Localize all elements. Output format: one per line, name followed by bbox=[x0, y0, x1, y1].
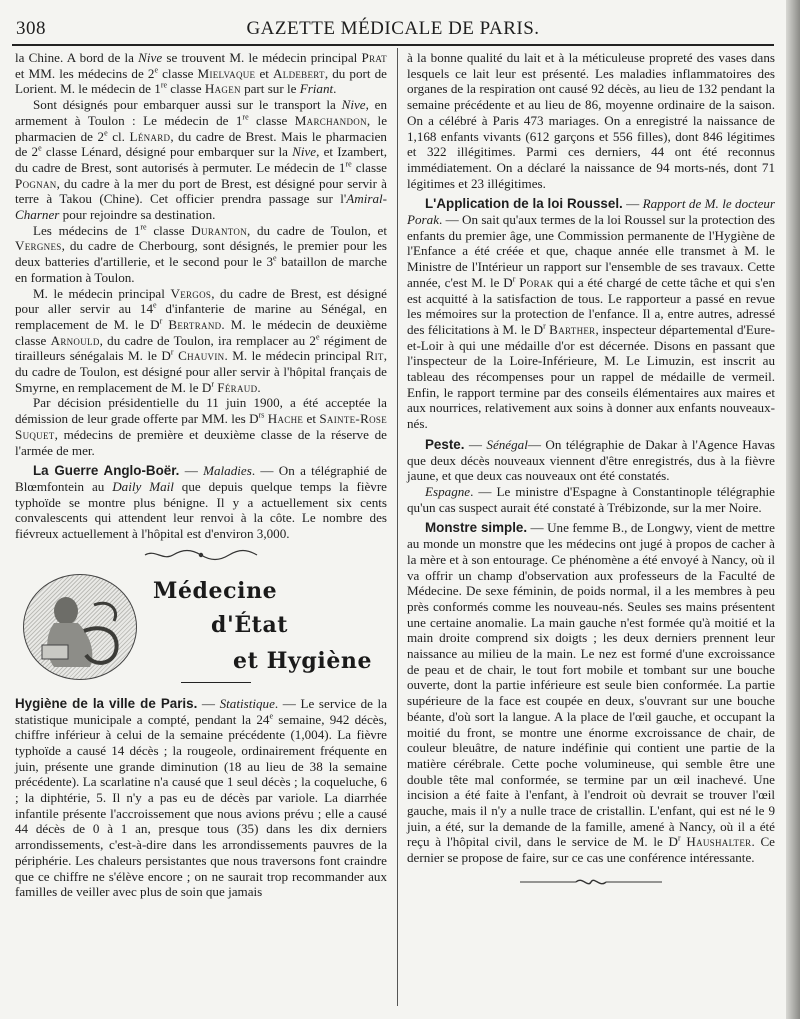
paragraph-transport-nive: Sont désignés pour embarquer aussi sur le transport la Nive, en armement à Toulon : Le médecin de 1re classe Marchandon, le pharmacien de 2e cl. Lénard, du cadre de Brest. Mais le pharmacien de 2e classe Lénard, désigné pour embarquer sur la Nive, et Izambert, du cadre de Brest, sont autorisés à permuter. Le médecin de 1re classe Pognan, du cadre à la mer du port de Brest, est désigné pour servir à terre à Takou (Chine). Cet officier prendra passage sur l'Amiral-Charner pour rejoindre sa destination. bbox=[15, 97, 388, 223]
ornament-divider bbox=[15, 548, 387, 568]
end-ornament bbox=[407, 876, 775, 893]
article-heading: Peste. bbox=[425, 436, 465, 452]
running-title: GAZETTE MÉDICALE DE PARIS. bbox=[246, 18, 540, 39]
article-heading: Hygiène de la ville de Paris. bbox=[15, 695, 198, 711]
page-number: 308 bbox=[16, 18, 46, 39]
right-column bbox=[407, 50, 775, 893]
header-rule bbox=[12, 44, 774, 46]
end-flourish-icon bbox=[516, 876, 666, 888]
paragraph-resignation: Par décision présidentielle du 11 juin 1900, a été acceptée la démission de leur grade offerte par MM. les $D^{rs}$ Hache et Sainte-Rose Suquet, médecins de première et deuxième classe de la réserve de l'armée de mer. bbox=[15, 395, 388, 458]
left-column bbox=[15, 50, 387, 900]
article-monstre-simple: Monstre simple. — Une femme B., de Longwy, vient de mettre au monde un monstre que les médecins ont jugé à propos de cacher à la mère et à son entourage. Ce phénomène a été envoyé à Nancy, où il va offrir un champ d'observation aux professeurs de la Faculté de Médecine. De sexe féminin, de poids normal, il a les membres à peu près conformés comme les nouveau-nés. Seules ses mains présentent une certaine anomalie. La main gauche n'est formée qu'à moitié et la main droite comprend six doigts ; les deux derniers prennent leur naissance au milieu de la main. Le nez est formé d'une excroissance de peau et de chair, le tout fort mobile et tombant sur une bouche ouverte, dont la partie inférieure est seule bien conformée. La partie supérieure de la face est coupée en deux, s'ouvrant sur une bouche béante, d'où sort la langue. A la place de l'œil gauche, et occupant la moitié du front, se montre une énorme excroissance de chair, de couleur bleuâtre, de nature indéfinie qui contient une partie de la matière cérébrale. Cette poche volumineuse, qui semble être une double tête mal conformée, se termine par un œil inachevé. Une incision a été faite à l'enfant, à l'endroit où devrait se trouver l'œil gauche, mais il n'y a nulle trace de cristallin. L'enfant, qui est né le 9 juin, a été, sur la demande de la famille, amené à Nancy, où il a été reçu à l'hôpital civil, dans le service de M. le $D^r$ Haushalter. Ce dernier se propose de faire, sur ce cas une conférence intéressante. bbox=[407, 520, 775, 866]
paragraph-statistics-continued: à la bonne qualité du lait et à la méticuleuse propreté des vases dans lesquels ce lait leur est présenté. Les maladies inflammatoires des organes de la respiration ont causé 92 décès, au lieu de 132 pendant la semaine précédente et au lieu de 86, moyenne ordinaire de la saison. On a célébré à Paris 473 mariages. On a enregistré la naissance de 1,168 enfants vivants (612 garçons et 556 filles), dont 846 légitimes et 322 illégitimes. Parmi ces derniers, 44 ont été reconnus immédiatement. On a déclaré la naissance de 94 morts-nés, dont 71 légitimes et 23 illégitimes. bbox=[407, 50, 775, 191]
banner-rule bbox=[181, 682, 251, 683]
paragraph-navy-postings: la Chine. A bord de la Nive se trouvent M. le médecin principal Prat et MM. les médecins de 2e classe Mielvaque et Aldebert, du port de Lorient. M. le médecin de 1re classe Hagen part sur le Friant. bbox=[15, 50, 387, 97]
article-heading: L'Application de la loi Roussel. bbox=[425, 196, 623, 212]
paragraph-artillery: Les médecins de 1re classe Duranton, du cadre de Toulon, et Vergnes, du cadre de Cherbourg, sont désignés, le premier pour les deux batteries d'artillerie, et le second pour le 3e bataillon de marche en formation à Toulon. bbox=[15, 222, 388, 285]
article-hygiene-paris: Hygiène de la ville de Paris. — Statistique. — Le service de la statistique municipale a compté, pendant la 24e semaine, 942 décès, chiffre inférieur à celui de la semaine précédente (1,004). La fièvre typhoïde a causé 14 décès ; la rougeole, ordinairement fréquente en juin, présente une grande diminution (18 au lieu de 38 la semaine précédente). La scarlatine n'a causé que 1 seul décès ; la coqueluche, 6 ; la diphtérie, 5. Il n'y a pas eu de décès par variole. La diarrhée infantile présente l'accroissement que nous avions prévu ; elle a causé 44 décès de 0 à 1 an, presque tous (35) dans les dix derniers arrondissements, c'est-à-dire dans les arrondissements pauvres de la périphérie. Les chaleurs persistantes que nous traversons font craindre que ce chiffre ne s'élève encore ; on ne saurait trop recommander aux familles de veiller avec plus de soin que jamais bbox=[15, 695, 388, 900]
paragraph-senegal: M. le médecin principal Vergos, du cadre de Brest, est désigné pour aller servir au 14e d'infanterie de marine au Sénégal, en remplacement de M. le $D^r$ Bertrand. M. le médecin de deuxième classe Arnould, du cadre de Toulon, ira remplacer au 2e régiment de tirailleurs sénégalais M. le $D^r$ Chauvin. M. le médecin principal Rit, du cadre de Toulon, est désigné pour aller servir à l'hôpital français de Smyrne, en remplacement de M. le $D^r$ Féraud. bbox=[15, 285, 387, 395]
engraving-vignette bbox=[23, 574, 137, 680]
article-peste: Peste. — Sénégal— On télégraphie de Dakar à l'Agence Havas que deux décès nouveaux viennent d'être enregistrés, dus à la fièvre jaune, et que deux cas nouveaux ont été constatés. bbox=[407, 436, 775, 484]
paragraph-espagne: Espagne. — Le ministre d'Espagne à Constantinople télégraphie qu'un cas suspect aurait été constaté à Trébizonde, sur la mer Noire. bbox=[407, 483, 775, 515]
banner-line-1: Médecine bbox=[153, 577, 278, 604]
page-edge-shadow bbox=[786, 0, 800, 1019]
scholar-engraving-icon bbox=[24, 575, 136, 679]
article-loi-roussel: L'Application de la loi Roussel. — Rapport de M. le docteur Porak. — On sait qu'aux termes de la loi Roussel sur la protection des enfants du premier âge, une Commission permanente de l'Hygiène de l'Enfance a été créée et que, chaque année elle transmet à M. le Ministre de l'Intérieur un rapport sur l'ensemble de ses travaux. Cette année, c'est M. le $D^r$ Porak qui a été chargé de cette tâche et qui s'en est acquitté à la satisfaction de tous. Le rapporteur a passé en revue les mémoires sur la protection de l'enfance. Il a, entre autres, adressé des félicitations à M. le $D^r$ Barther, inspecteur départemental d'Eure-et-Loir à qui une médaille d'or est décernée. Disons en passant que l'inspecteur de la Loire-Inférieure, M. Le Limuzin, est inscrit au tableau des récompenses pour un rappel de médaille de vermeil. Enfin, le rapport termine par des conseils élémentaires aux maires et aux nourrices, relativement aux soins à donner aux enfants nouveaux-nés. bbox=[407, 196, 776, 432]
section-banner bbox=[15, 572, 387, 690]
banner-line-3: et Hygiène bbox=[233, 647, 373, 674]
article-heading: La Guerre Anglo-Boër. bbox=[33, 463, 180, 479]
banner-line-2: d'État bbox=[211, 611, 289, 638]
article-anglo-boer: La Guerre Anglo-Boër. — Maladies. — On a télégraphié de Blœmfontein au Daily Mail que depuis quelque temps la fièvre typhoïde se montre plus bénigne. Il y a actuellement six cents convalescents qui attendent leur renvoi à la côte. Le nombre des fiévreux actuellement à l'hôpital est d'environ 3,000. bbox=[15, 463, 387, 542]
page-header bbox=[12, 14, 774, 40]
article-heading: Monstre simple. bbox=[425, 520, 528, 536]
column-divider bbox=[397, 48, 398, 1006]
flourish-icon bbox=[141, 548, 261, 562]
